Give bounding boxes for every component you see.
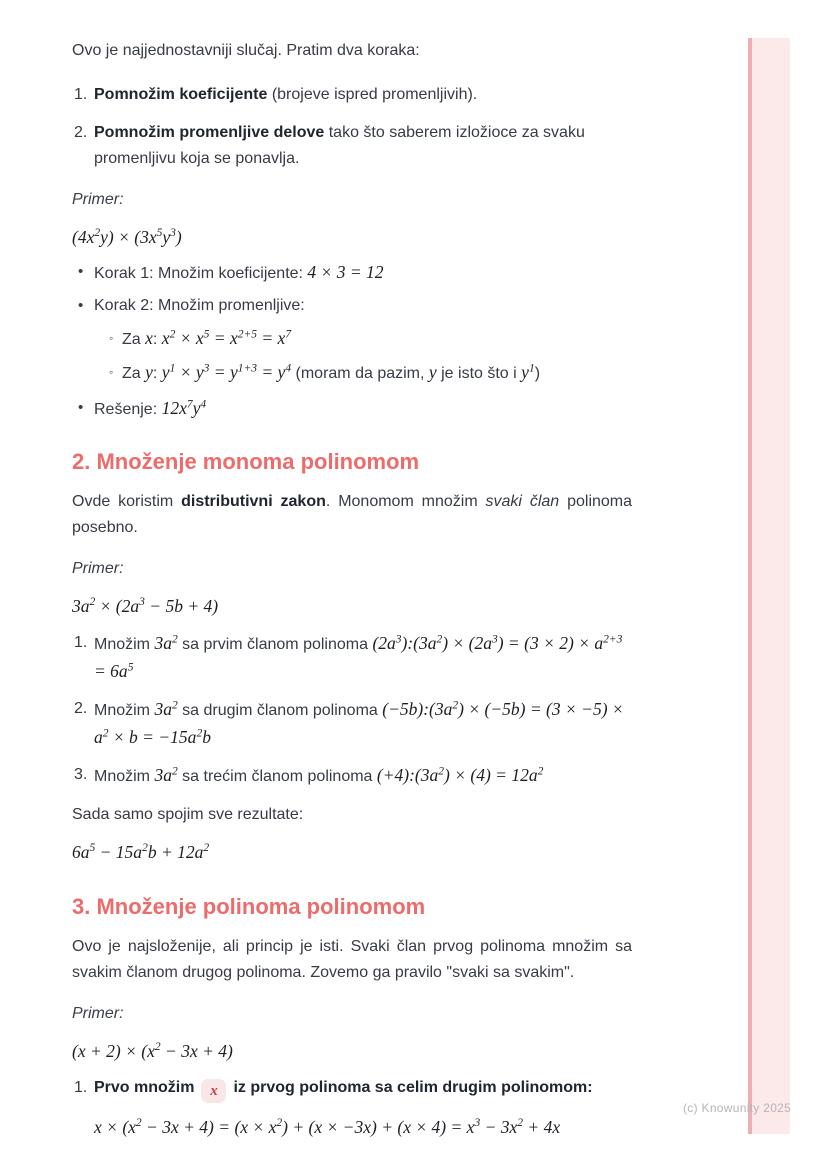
list-item-text: Rešenje: $12x^7y^4$: [94, 398, 207, 418]
section-2-paragraph: Ovde koristim distributivni zakon. Monomom množim svaki član polinoma posebno.: [72, 493, 633, 536]
math-expansion-result: $x \times (x^2 - 3x + 4) = (x \times x^2) + (x \times -3x) + (x \times 4) = x^3 - 3x^2 + 4x$: [94, 1117, 561, 1137]
page-edge-bar: [748, 38, 790, 1134]
list-item: [72, 259, 632, 287]
list-item-text: Množim $3a^2$ sa drugim članom polinoma $(-5b):(3a^2) \times (-5b) = (3 \times -5) \times a^2 \times b = -15a^2b$: [94, 699, 624, 747]
bullet-marker: •: [78, 263, 84, 280]
list-item-text: Pomnožim promenljive delove tako što saberem izložioce za svaku promenljivu koja se ponavlja.: [94, 124, 585, 167]
list-item-text: Pomnožim koeficijente (brojeve ispred promenljivih).: [94, 86, 478, 103]
list-item-text: Za x: $x^2 \times x^5 = x^{2+5} = x^7$: [122, 328, 292, 348]
primer-label: Primer:: [72, 191, 124, 208]
math-monomial-times-polynomial: $3a^2 \times (2a^3 - 5b + 4)$: [72, 596, 219, 616]
list-item: [72, 395, 632, 423]
list-marker: 1.: [74, 86, 88, 103]
sub-bullet-marker: ◦: [109, 331, 114, 345]
list-item-text: Množim $3a^2$ sa prvim članom polinoma $(2a^3):(3a^2) \times (2a^3) = (3 \times 2) \times a^{2+3} = 6a^5$: [94, 633, 623, 681]
steps-bullet-list: [72, 259, 632, 423]
math-combined-result: $6a^5 - 15a^2b + 12a^2$: [72, 842, 210, 862]
list-item: [72, 630, 632, 686]
math-monomial-product: $(4x^2y) \times (3x^5y^3)$: [72, 227, 182, 247]
polynomial-steps-list: [72, 1075, 632, 1103]
sub-list-item: [105, 359, 632, 387]
section-2-title: 2. Množenje monoma polinomom: [72, 449, 420, 474]
list-marker: 2.: [74, 124, 88, 141]
section-3-title: 3. Množenje polinoma polinomom: [72, 894, 426, 919]
document-content: [72, 38, 632, 1141]
list-item: [72, 82, 632, 108]
list-marker: 1.: [74, 634, 88, 651]
bullet-marker: •: [78, 297, 84, 314]
list-item: [72, 696, 632, 752]
list-marker: 3.: [74, 766, 88, 783]
list-item: [72, 1075, 632, 1103]
primer-label: Primer:: [72, 1005, 124, 1022]
math-polynomial-times-polynomial: $(x + 2) \times (x^2 - 3x + 4)$: [72, 1041, 233, 1061]
sub-list-item: [105, 325, 632, 353]
primer-label: Primer:: [72, 560, 124, 577]
intro-paragraph: Ovo je najjednostavniji slučaj. Pratim dva koraka:: [72, 42, 420, 59]
list-item: [72, 293, 632, 319]
distribution-steps-list: [72, 630, 632, 790]
sub-bullet-marker: ◦: [109, 365, 114, 379]
list-marker: 2.: [74, 700, 88, 717]
list-item: [72, 120, 632, 172]
watermark: (c) Knowunity 2025: [683, 1101, 792, 1115]
list-item: [72, 762, 632, 790]
list-item-text: Prvo množim x iz prvog polinoma sa celim drugim polinomom:: [94, 1075, 632, 1103]
list-marker: 1.: [74, 1079, 88, 1096]
section-3-paragraph: Ovo je najsloženije, ali princip je isti. Svaki član prvog polinoma množim sa svakim članom drugog polinoma. Zovemo ga pravilo "svaki sa svakim".: [72, 938, 632, 981]
list-item-text: Korak 2: Množim promenljive:: [94, 297, 305, 314]
two-steps-list: [72, 82, 632, 172]
list-item-text: Množim $3a^2$ sa trećim članom polinoma $(+4):(3a^2) \times (4) = 12a^2$: [94, 765, 544, 785]
list-item-text: Korak 1: Množim koeficijente: 4 × 3 = 12: [94, 262, 384, 282]
combine-results-paragraph: Sada samo spojim sve rezultate:: [72, 806, 304, 823]
list-item-text: Za y: $y^1 \times y^3 = y^{1+3} = y^4$ (moram da pazim, y je isto što i $y^1$): [122, 362, 541, 382]
bullet-marker: •: [78, 399, 84, 416]
